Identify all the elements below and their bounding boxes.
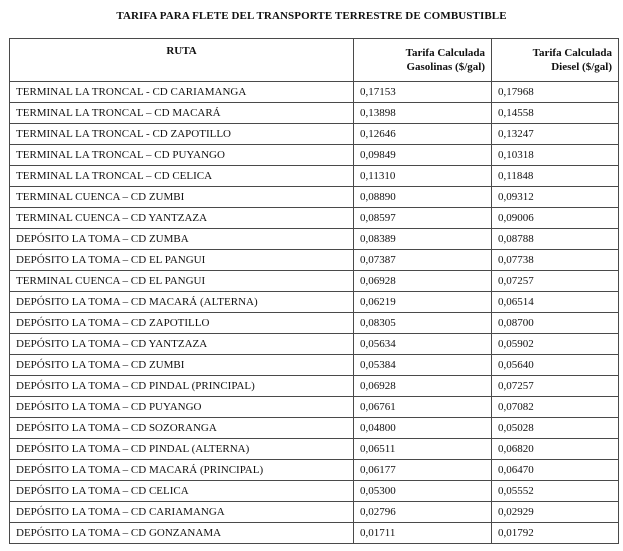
cell-gasoline-rate: 0,12646 (354, 124, 492, 145)
cell-route: DEPÓSITO LA TOMA – CD PINDAL (PRINCIPAL) (10, 376, 354, 397)
cell-gasoline-rate: 0,08389 (354, 229, 492, 250)
cell-gasoline-rate: 0,01711 (354, 523, 492, 544)
cell-route: DEPÓSITO LA TOMA – CD SOZORANGA (10, 418, 354, 439)
table-row (10, 145, 619, 166)
table-row (10, 502, 619, 523)
cell-gasoline-rate: 0,05300 (354, 481, 492, 502)
cell-route: DEPÓSITO LA TOMA – CD ZUMBI (10, 355, 354, 376)
cell-gasoline-rate: 0,08597 (354, 208, 492, 229)
cell-gasoline-rate: 0,06219 (354, 292, 492, 313)
cell-route: TERMINAL CUENCA – CD EL PANGUI (10, 271, 354, 292)
table-row (10, 166, 619, 187)
cell-gasoline-rate: 0,09849 (354, 145, 492, 166)
table-header-row (10, 39, 619, 82)
cell-route: DEPÓSITO LA TOMA – CD MACARÁ (PRINCIPAL) (10, 460, 354, 481)
cell-gasoline-rate: 0,06177 (354, 460, 492, 481)
cell-gasoline-rate: 0,13898 (354, 103, 492, 124)
cell-diesel-rate: 0,08788 (492, 229, 619, 250)
header-gasoline-line2: Gasolinas ($/gal) (406, 61, 485, 73)
cell-diesel-rate: 0,02929 (492, 502, 619, 523)
cell-route: DEPÓSITO LA TOMA – CD ZUMBA (10, 229, 354, 250)
cell-diesel-rate: 0,09312 (492, 187, 619, 208)
cell-gasoline-rate: 0,06761 (354, 397, 492, 418)
cell-diesel-rate: 0,08700 (492, 313, 619, 334)
cell-diesel-rate: 0,05640 (492, 355, 619, 376)
cell-diesel-rate: 0,05552 (492, 481, 619, 502)
header-gasoline-line1: Tarifa Calculada (405, 47, 485, 59)
table-row (10, 397, 619, 418)
cell-diesel-rate: 0,05902 (492, 334, 619, 355)
table-row (10, 103, 619, 124)
page-title: TARIFA PARA FLETE DEL TRANSPORTE TERRESTRE DE COMBUSTIBLE (116, 10, 507, 22)
header-gasoline-rate (354, 39, 492, 82)
table-row (10, 271, 619, 292)
cell-gasoline-rate: 0,08305 (354, 313, 492, 334)
header-diesel-line1: Tarifa Calculada (532, 47, 612, 59)
table-body (10, 82, 619, 544)
cell-gasoline-rate: 0,04800 (354, 418, 492, 439)
table-row (10, 292, 619, 313)
cell-route: DEPÓSITO LA TOMA – CD ZAPOTILLO (10, 313, 354, 334)
cell-gasoline-rate: 0,06928 (354, 376, 492, 397)
table-row (10, 439, 619, 460)
cell-gasoline-rate: 0,07387 (354, 250, 492, 271)
cell-route: DEPÓSITO LA TOMA – CD CELICA (10, 481, 354, 502)
header-route: RUTA (10, 39, 354, 82)
cell-gasoline-rate: 0,05384 (354, 355, 492, 376)
cell-diesel-rate: 0,10318 (492, 145, 619, 166)
table-row (10, 376, 619, 397)
table-row (10, 481, 619, 502)
cell-diesel-rate: 0,06514 (492, 292, 619, 313)
table-row (10, 208, 619, 229)
cell-route: TERMINAL LA TRONCAL – CD MACARÁ (10, 103, 354, 124)
cell-route: TERMINAL LA TRONCAL - CD CARIAMANGA (10, 82, 354, 103)
cell-gasoline-rate: 0,08890 (354, 187, 492, 208)
table-row (10, 460, 619, 481)
cell-route: DEPÓSITO LA TOMA – CD EL PANGUI (10, 250, 354, 271)
cell-diesel-rate: 0,09006 (492, 208, 619, 229)
cell-diesel-rate: 0,14558 (492, 103, 619, 124)
table-row (10, 334, 619, 355)
cell-gasoline-rate: 0,02796 (354, 502, 492, 523)
cell-gasoline-rate: 0,17153 (354, 82, 492, 103)
table-row (10, 313, 619, 334)
cell-diesel-rate: 0,01792 (492, 523, 619, 544)
table-row (10, 523, 619, 544)
cell-diesel-rate: 0,17968 (492, 82, 619, 103)
table-row (10, 187, 619, 208)
cell-route: TERMINAL CUENCA – CD YANTZAZA (10, 208, 354, 229)
cell-route: TERMINAL LA TRONCAL - CD ZAPOTILLO (10, 124, 354, 145)
cell-route: TERMINAL CUENCA – CD ZUMBI (10, 187, 354, 208)
cell-route: DEPÓSITO LA TOMA – CD GONZANAMA (10, 523, 354, 544)
cell-route: TERMINAL LA TRONCAL – CD CELICA (10, 166, 354, 187)
table-row (10, 124, 619, 145)
fare-table (9, 38, 619, 544)
cell-route: DEPÓSITO LA TOMA – CD MACARÁ (ALTERNA) (10, 292, 354, 313)
cell-diesel-rate: 0,11848 (492, 166, 619, 187)
header-diesel-line2: Diesel ($/gal) (551, 61, 612, 73)
cell-diesel-rate: 0,06820 (492, 439, 619, 460)
table-row (10, 250, 619, 271)
cell-diesel-rate: 0,07082 (492, 397, 619, 418)
cell-gasoline-rate: 0,06511 (354, 439, 492, 460)
cell-route: DEPÓSITO LA TOMA – CD YANTZAZA (10, 334, 354, 355)
cell-diesel-rate: 0,06470 (492, 460, 619, 481)
cell-diesel-rate: 0,05028 (492, 418, 619, 439)
cell-diesel-rate: 0,07257 (492, 376, 619, 397)
cell-route: DEPÓSITO LA TOMA – CD PINDAL (ALTERNA) (10, 439, 354, 460)
cell-route: DEPÓSITO LA TOMA – CD CARIAMANGA (10, 502, 354, 523)
header-diesel-rate (492, 39, 619, 82)
cell-diesel-rate: 0,07257 (492, 271, 619, 292)
cell-diesel-rate: 0,13247 (492, 124, 619, 145)
cell-route: DEPÓSITO LA TOMA – CD PUYANGO (10, 397, 354, 418)
cell-gasoline-rate: 0,05634 (354, 334, 492, 355)
cell-diesel-rate: 0,07738 (492, 250, 619, 271)
table-row (10, 418, 619, 439)
cell-gasoline-rate: 0,11310 (354, 166, 492, 187)
table-row (10, 355, 619, 376)
cell-route: TERMINAL LA TRONCAL – CD PUYANGO (10, 145, 354, 166)
table-row (10, 229, 619, 250)
cell-gasoline-rate: 0,06928 (354, 271, 492, 292)
table-row (10, 82, 619, 103)
